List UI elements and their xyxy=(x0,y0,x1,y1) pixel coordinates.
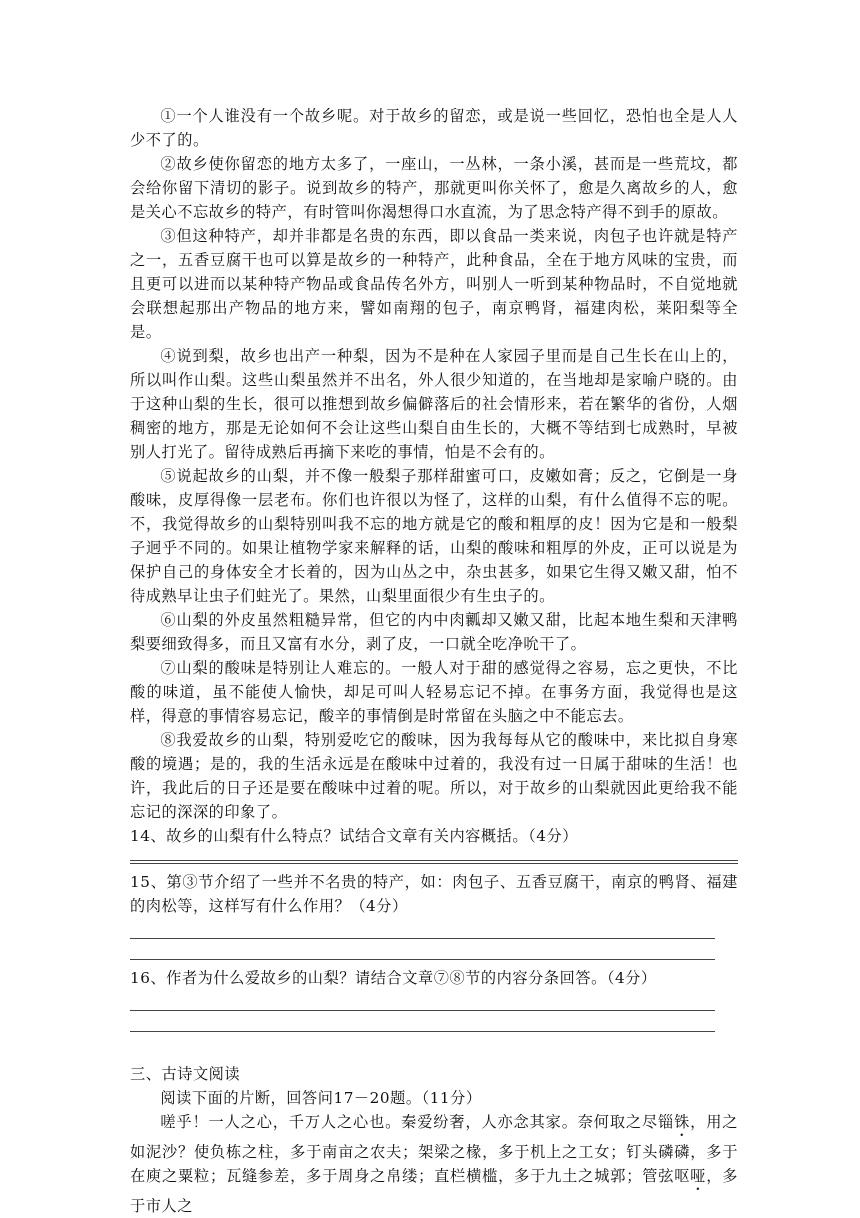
passage-paragraph-4: ④说到梨，故乡也出产一种梨，因为不是种在人家园子里而是自己生长在山上的，所以叫作山梨。这些山梨虽然并不出名，外人很少知道的，在当地却是家喻户晓的。由于这种山梨的生长，很可以推想到故乡偏僻落后的社会情形来，若在繁华的省份，人烟稠密的地方，那是无论如何不会让这些山梨自由生长的，大概不等结到七成熟时，早被别人打光了。留待成熟后再摘下来吃的事情，怕是不会有的。 xyxy=(130,347,738,461)
question-14: 14、故乡的山梨有什么特点？试结合文章有关内容概括。（4分） xyxy=(130,827,578,845)
reading-passage xyxy=(130,104,738,824)
passage-paragraph-5: ⑤说起故乡的山梨，并不像一般梨子那样甜蜜可口，皮嫩如膏；反之，它倒是一身酸味，皮厚得像一层老布。你们也许很以为怪了，这样的山梨，有什么值得不忘的呢。不，我觉得故乡的山梨特别叫我不忘的地方就是它的酸和粗厚的皮！因为它是和一般梨子迥乎不同的。如果让植物学家来解释的话，山梨的酸味和粗厚的外皮，正可以说是为保护自己的身体安全才长着的，因为山丛之中，杂虫甚多，如果它生得又嫩又甜，怕不待成熟早让虫子们蛀光了。果然，山梨里面很少有生虫子的。 xyxy=(130,467,738,605)
classical-text-part-3: ，多于市人之 xyxy=(130,1167,738,1215)
passage-paragraph-6: ⑥山梨的外皮虽然粗糙异常，但它的内中肉瓤却又嫩又甜，比起本地生梨和天津鸭梨要细致得多，而且又富有水分，剥了皮，一口就全吃净吮干了。 xyxy=(130,611,738,653)
section-heading: 三、古诗文阅读 xyxy=(130,1065,241,1083)
question-15: 15、第③节介绍了一些并不名贵的特产，如：肉包子、五香豆腐干，南京的鸭肾、福建的肉松等，这样写有什么作用？（4分） xyxy=(130,873,738,915)
dotted-character-1: 铢 xyxy=(674,1113,691,1131)
question-16: 16、作者为什么爱故乡的山梨？请结合文章⑦⑧节的内容分条回答。（4分） xyxy=(130,969,657,987)
exam-page xyxy=(130,104,738,1218)
classical-text-part-2: ，用之如泥沙？使负栋之柱，多于南亩之农夫；架梁之椽，多于机上之工女；钉头磷磷，多于在庾之粟粒；瓦缝参差，多于周身之帛缕；直栏横槛，多于九土之城郭；管弦呕 xyxy=(130,1113,738,1185)
passage-paragraph-1: ①一个人谁没有一个故乡呢。对于故乡的留恋，或是说一些回忆，恐怕也全是人人少不了的。 xyxy=(130,107,738,149)
dotted-character-2: 哑 xyxy=(690,1167,707,1185)
section-instruction: 阅读下面的片断，回答问17－20题。（11分） xyxy=(160,1089,482,1107)
passage-paragraph-2: ②故乡使你留恋的地方太多了，一座山，一丛林，一条小溪，甚而是一些荒坟，都会给你留下清切的影子。说到故乡的特产，那就更叫你关怀了，愈是久离故乡的人，愈是关心不忘故乡的特产，有时管叫你渴想得口水直流，为了思念特产得不到手的原故。 xyxy=(130,155,738,221)
passage-paragraph-7: ⑦山梨的酸味是特别让人难忘的。一般人对于甜的感觉得之容易，忘之更快，不比酸的味道，虽不能使人愉快，却足可叫人轻易忘记不掉。在事务方面，我觉得也是这样，得意的事情容易忘记，酸辛的事情倒是时常留在头脑之中不能忘去。 xyxy=(130,659,738,725)
passage-paragraph-3: ③但这种特产，却并非都是名贵的东西，即以食品一类来说，肉包子也许就是特产之一，五香豆腐干也可以算是故乡的一种特产，此种食品，全在于地方风味的宝贵，而且更可以进而以某种特产物品或食品传名外方，叫别人一听到某种物品时，不自觉地就会联想起那出产物品的地方来，譬如南翔的包子，南京鸭肾，福建肉松，莱阳梨等全是。 xyxy=(130,227,738,341)
classical-text xyxy=(130,1110,738,1218)
passage-paragraph-8: ⑧我爱故乡的山梨，特别爱吃它的酸味，因为我每每从它的酸味中，来比拟自身寒酸的境遇；是的，我的生活永远是在酸味中过着的，我没有过一日属于甜味的生活！也许，我此后的日子还是要在酸味中过着的呢。所以，对于故乡的山梨就因此更给我不能忘记的深深的印象了。 xyxy=(130,731,738,821)
classical-text-part-1: 嗟乎！一人之心，千万人之心也。秦爱纷奢，人亦念其家。奈何取之尽锱 xyxy=(160,1113,675,1131)
